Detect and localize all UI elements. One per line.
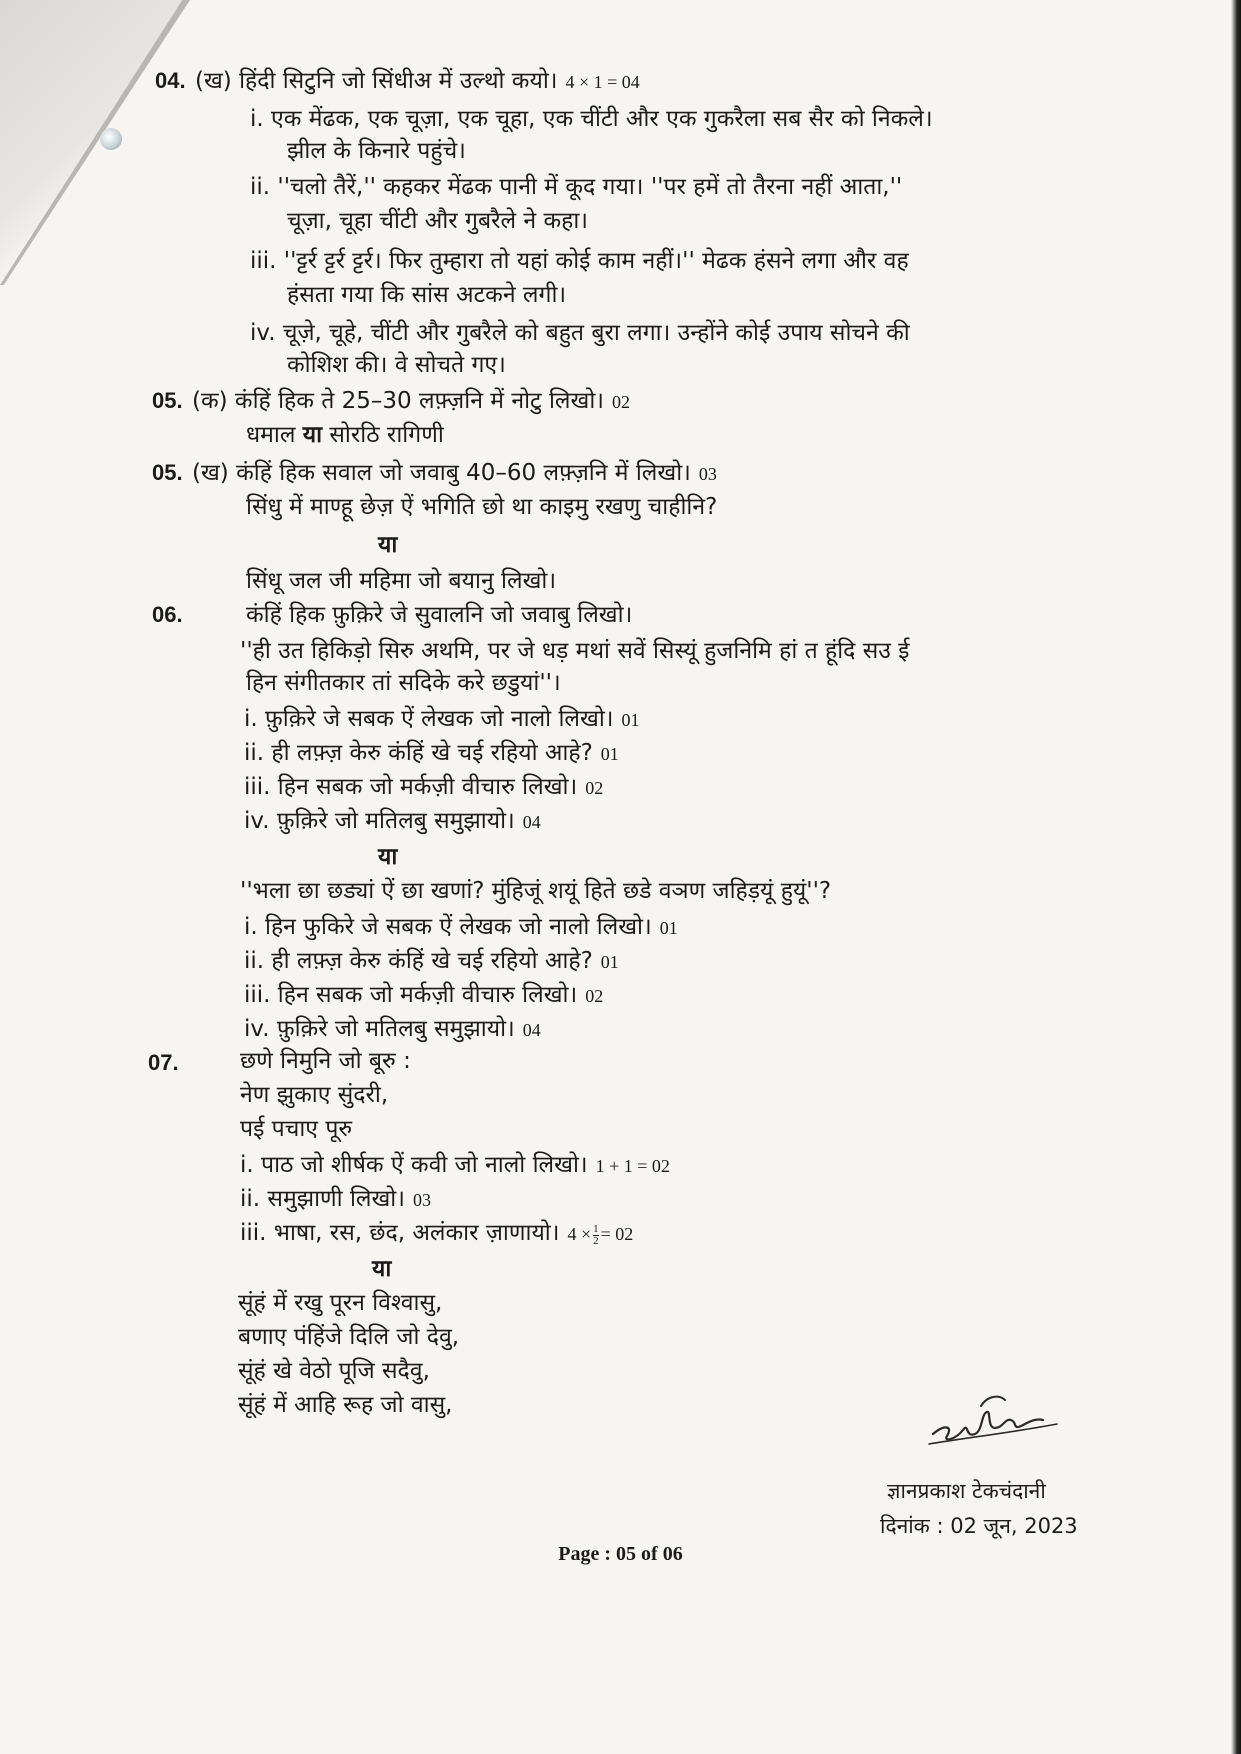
- poem-line: सूंहं खे वेठो पूजि सदैवु,: [238, 1358, 430, 1384]
- q06-subquestion: ii. ही लफ़्ज़ केरु कंहिं खे चई रहियो आहे? 01: [244, 740, 619, 766]
- poem-line: बणाए पंहिंजे दिलि जो देवु,: [238, 1324, 460, 1350]
- signature-date: दिनांक : 02 जून, 2023: [880, 1514, 1078, 1538]
- q06-subquestion: iii. हिन सबक जो मर्कज़ी वीचारु लिखो। 02: [244, 774, 604, 800]
- q05b-heading: (ख) कंहिं हिक सवाल जो जवाबु 40–60 लफ़्ज़नि में लिखो। 03: [192, 460, 717, 486]
- q04-item: ii. ''चलो तैरें,'' कहकर मेंढक पानी में कूद गया। ''पर हमें तो तैरना नहीं आता,'': [250, 174, 903, 200]
- q06-subquestion: iv. फ़ुक़िरे जो मतिलबु समुझायो। 04: [244, 808, 541, 834]
- q07-subquestion: i. पाठ जो शीर्षक ऐं कवी जो नालो लिखो। 1 + 1 = 02: [240, 1152, 670, 1178]
- q05b-question: सिंधु में माण्हू छेज़ ऐं भगिति छो था काइमु रखणु चाहीनि?: [246, 494, 718, 520]
- q05b-number: 05.: [152, 460, 183, 485]
- q06-quote: हिन संगीतकार तां सदिके करे छडुयां''।: [246, 670, 561, 696]
- q06-quote: ''भला छा छड्यां ऐं छा खणां? मुंहिजूं शयूं हिते छडे वञण जहिड़यूं हुयूं''?: [240, 878, 832, 904]
- ya-label: या: [378, 844, 398, 870]
- poem-line: सूंहं में आहि रूह जो वासु,: [238, 1392, 453, 1418]
- q04-item: iv. चूज़े, चूहे, चींटी और गुबरैले को बहुत बुरा लगा। उन्होंने कोई उपाय सोचने की: [250, 320, 910, 346]
- q05b-question: सिंधू जल जी महिमा जो बयानु लिखो।: [246, 568, 557, 594]
- fraction-mark: 4 × $\frac{1}{2}$ = 02: [567, 1223, 634, 1248]
- q04-item: झील के किनारे पहुंचे।: [287, 138, 466, 164]
- page-number: Page : 05 of 06: [558, 1543, 683, 1565]
- q06-subquestion: iv. फ़ुक़िरे जो मतिलबु समुझायो। 04: [244, 1016, 541, 1042]
- q06-subquestion: i. हिन फुकिरे जे सबक ऐं लेखक जो नालो लिखो। 01: [244, 914, 678, 940]
- q07-subquestion: iii. भाषा, रस, छंद, अलंकार ज़ाणायो। 4 × $\frac{1}{2}$ = 02: [240, 1220, 634, 1248]
- q04-marks: 4 × 1 = 04: [565, 72, 640, 92]
- q05b-marks: 03: [698, 464, 717, 484]
- q06-subquestion: i. फ़ुक़िरे जे सबक ऐं लेखक जो नालो लिखो। 01: [244, 706, 640, 732]
- q07-heading: छणे निमुनि जो बूरु :: [240, 1048, 411, 1074]
- q07-number: 07.: [148, 1050, 179, 1075]
- q04-item: कोशिश की। वे सोचते गए।: [287, 352, 506, 378]
- poem-line: पई पचाए पूरु: [240, 1116, 353, 1142]
- ya-label: या: [302, 422, 323, 448]
- poem-line: नेण झुकाए सुंदरी,: [240, 1082, 389, 1108]
- q06-heading: कंहिं हिक फ़ुक़िरे जे सुवालनि जो जवाबु लिखो।: [246, 602, 633, 628]
- q06-subquestion: ii. ही लफ़्ज़ केरु कंहिं खे चई रहियो आहे? 01: [244, 948, 619, 974]
- q04-item: iii. ''ट्टर्र ट्टर्र ट्टर्र। फिर तुम्हारा तो यहां कोई काम नहीं।'' मेढक हंसने लगा और वह: [250, 248, 909, 274]
- q04-item: i. एक मेंढक, एक चूज़ा, एक चूहा, एक चींटी और एक गुकरैला सब सैर को निकले।: [250, 106, 933, 132]
- q06-quote: ''ही उत हिकिड़ो सिरु अथमि, पर जे धड़ मथां सवें सिस्यूं हुजनिमि हां त हूंदि सउ ई: [240, 638, 910, 664]
- q04-item: चूज़ा, चूहा चींटी और गुबरैले ने कहा।: [287, 208, 589, 234]
- q04-item: हंसता गया कि सांस अटकने लगी।: [287, 282, 567, 308]
- q04-number: 04.: [155, 68, 186, 93]
- poem-line: सूंहं में रखु पूरन विश्वासु,: [238, 1290, 443, 1316]
- q06-number: 06.: [152, 602, 183, 627]
- q06-subquestion: iii. हिन सबक जो मर्कज़ी वीचारु लिखो। 02: [244, 982, 604, 1008]
- fraction: $\frac{1}{2}$: [593, 1223, 599, 1248]
- ya-label: या: [378, 532, 398, 558]
- q07-subquestion: ii. समुझाणी लिखो। 03: [240, 1186, 431, 1212]
- q05a-topics: धमाल या सोरठि रागिणी: [246, 422, 444, 448]
- q05a-heading: (क) कंहिं हिक ते 25–30 लफ़्ज़नि में नोटु लिखो। 02: [192, 388, 631, 414]
- q05a-marks: 02: [612, 392, 631, 412]
- ya-label: या: [372, 1256, 392, 1282]
- q04-heading: (ख) हिंदी सिटुनि जो सिंधीअ में उल्थो कयो। 4 × 1 = 04: [195, 68, 640, 94]
- q05a-number: 05.: [152, 388, 183, 413]
- handwritten-signature: [925, 1384, 1065, 1454]
- signatory-name: ज्ञानप्रकाश टेकचंदानी: [887, 1479, 1046, 1503]
